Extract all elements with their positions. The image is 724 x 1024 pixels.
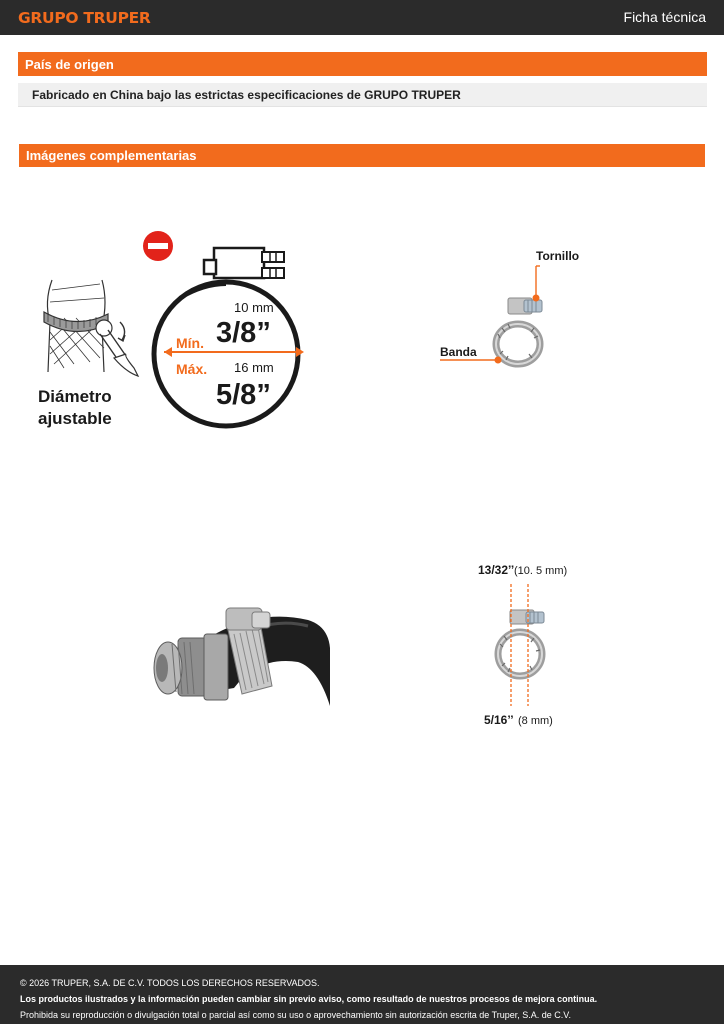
no-entry-icon bbox=[143, 231, 173, 261]
hose-clamp-screwdriver-illustration bbox=[44, 280, 138, 376]
clamp-photo bbox=[498, 610, 544, 676]
caption-line-2: ajustable bbox=[38, 409, 112, 428]
images-heading: Imágenes complementarias bbox=[19, 144, 705, 167]
bottom-mm-value: (8 mm) bbox=[518, 715, 553, 727]
clamp-parts-figure bbox=[436, 240, 586, 370]
header-bar bbox=[0, 0, 724, 35]
change-notice-text: Los productos ilustrados y la información pueden cambiar sin previo aviso, como resultado de nuestros procesos de mejora continua. bbox=[20, 994, 598, 1004]
origin-text: Fabricado en China bajo las estrictas especificaciones de GRUPO TRUPER bbox=[18, 83, 707, 107]
clamp-photo bbox=[496, 298, 542, 364]
top-mm-value: (10. 5 mm) bbox=[514, 565, 568, 577]
clamp-on-hose-figure bbox=[148, 598, 332, 708]
adjustable-diameter-figure bbox=[30, 222, 330, 434]
clamp-dimensions-figure bbox=[474, 558, 574, 732]
origin-heading: País de origen bbox=[18, 52, 707, 76]
caption-line-1: Diámetro bbox=[38, 387, 112, 406]
max-inch-value: 5/8” bbox=[216, 379, 271, 411]
screw-label: Tornillo bbox=[536, 249, 580, 263]
prohibition-text: Prohibida su reproducción o divulgación total o parcial así como su uso o aprovechamiento sin autorización escrita de Truper, S.A. de C.V. bbox=[20, 1010, 571, 1020]
footer bbox=[0, 965, 724, 1024]
copyright-text: © 2026 TRUPER, S.A. DE C.V. TODOS LOS DERECHOS RESERVADOS. bbox=[20, 978, 320, 988]
top-inch-value: 13/32’’ bbox=[478, 563, 515, 577]
max-label: Máx. bbox=[176, 361, 208, 377]
document-type: Ficha técnica bbox=[623, 9, 706, 25]
min-mm-value: 10 mm bbox=[234, 300, 274, 315]
fitting-illustration bbox=[154, 634, 228, 700]
bottom-inch-value: 5/16’’ bbox=[484, 713, 514, 727]
min-label: Mín. bbox=[176, 335, 204, 351]
band-label: Banda bbox=[440, 345, 477, 359]
brand-logo: GRUPO TRUPER bbox=[18, 9, 151, 27]
screw-pointer bbox=[533, 266, 541, 302]
min-inch-value: 3/8” bbox=[216, 317, 271, 349]
dimension-guides bbox=[511, 584, 528, 706]
max-mm-value: 16 mm bbox=[234, 360, 274, 375]
